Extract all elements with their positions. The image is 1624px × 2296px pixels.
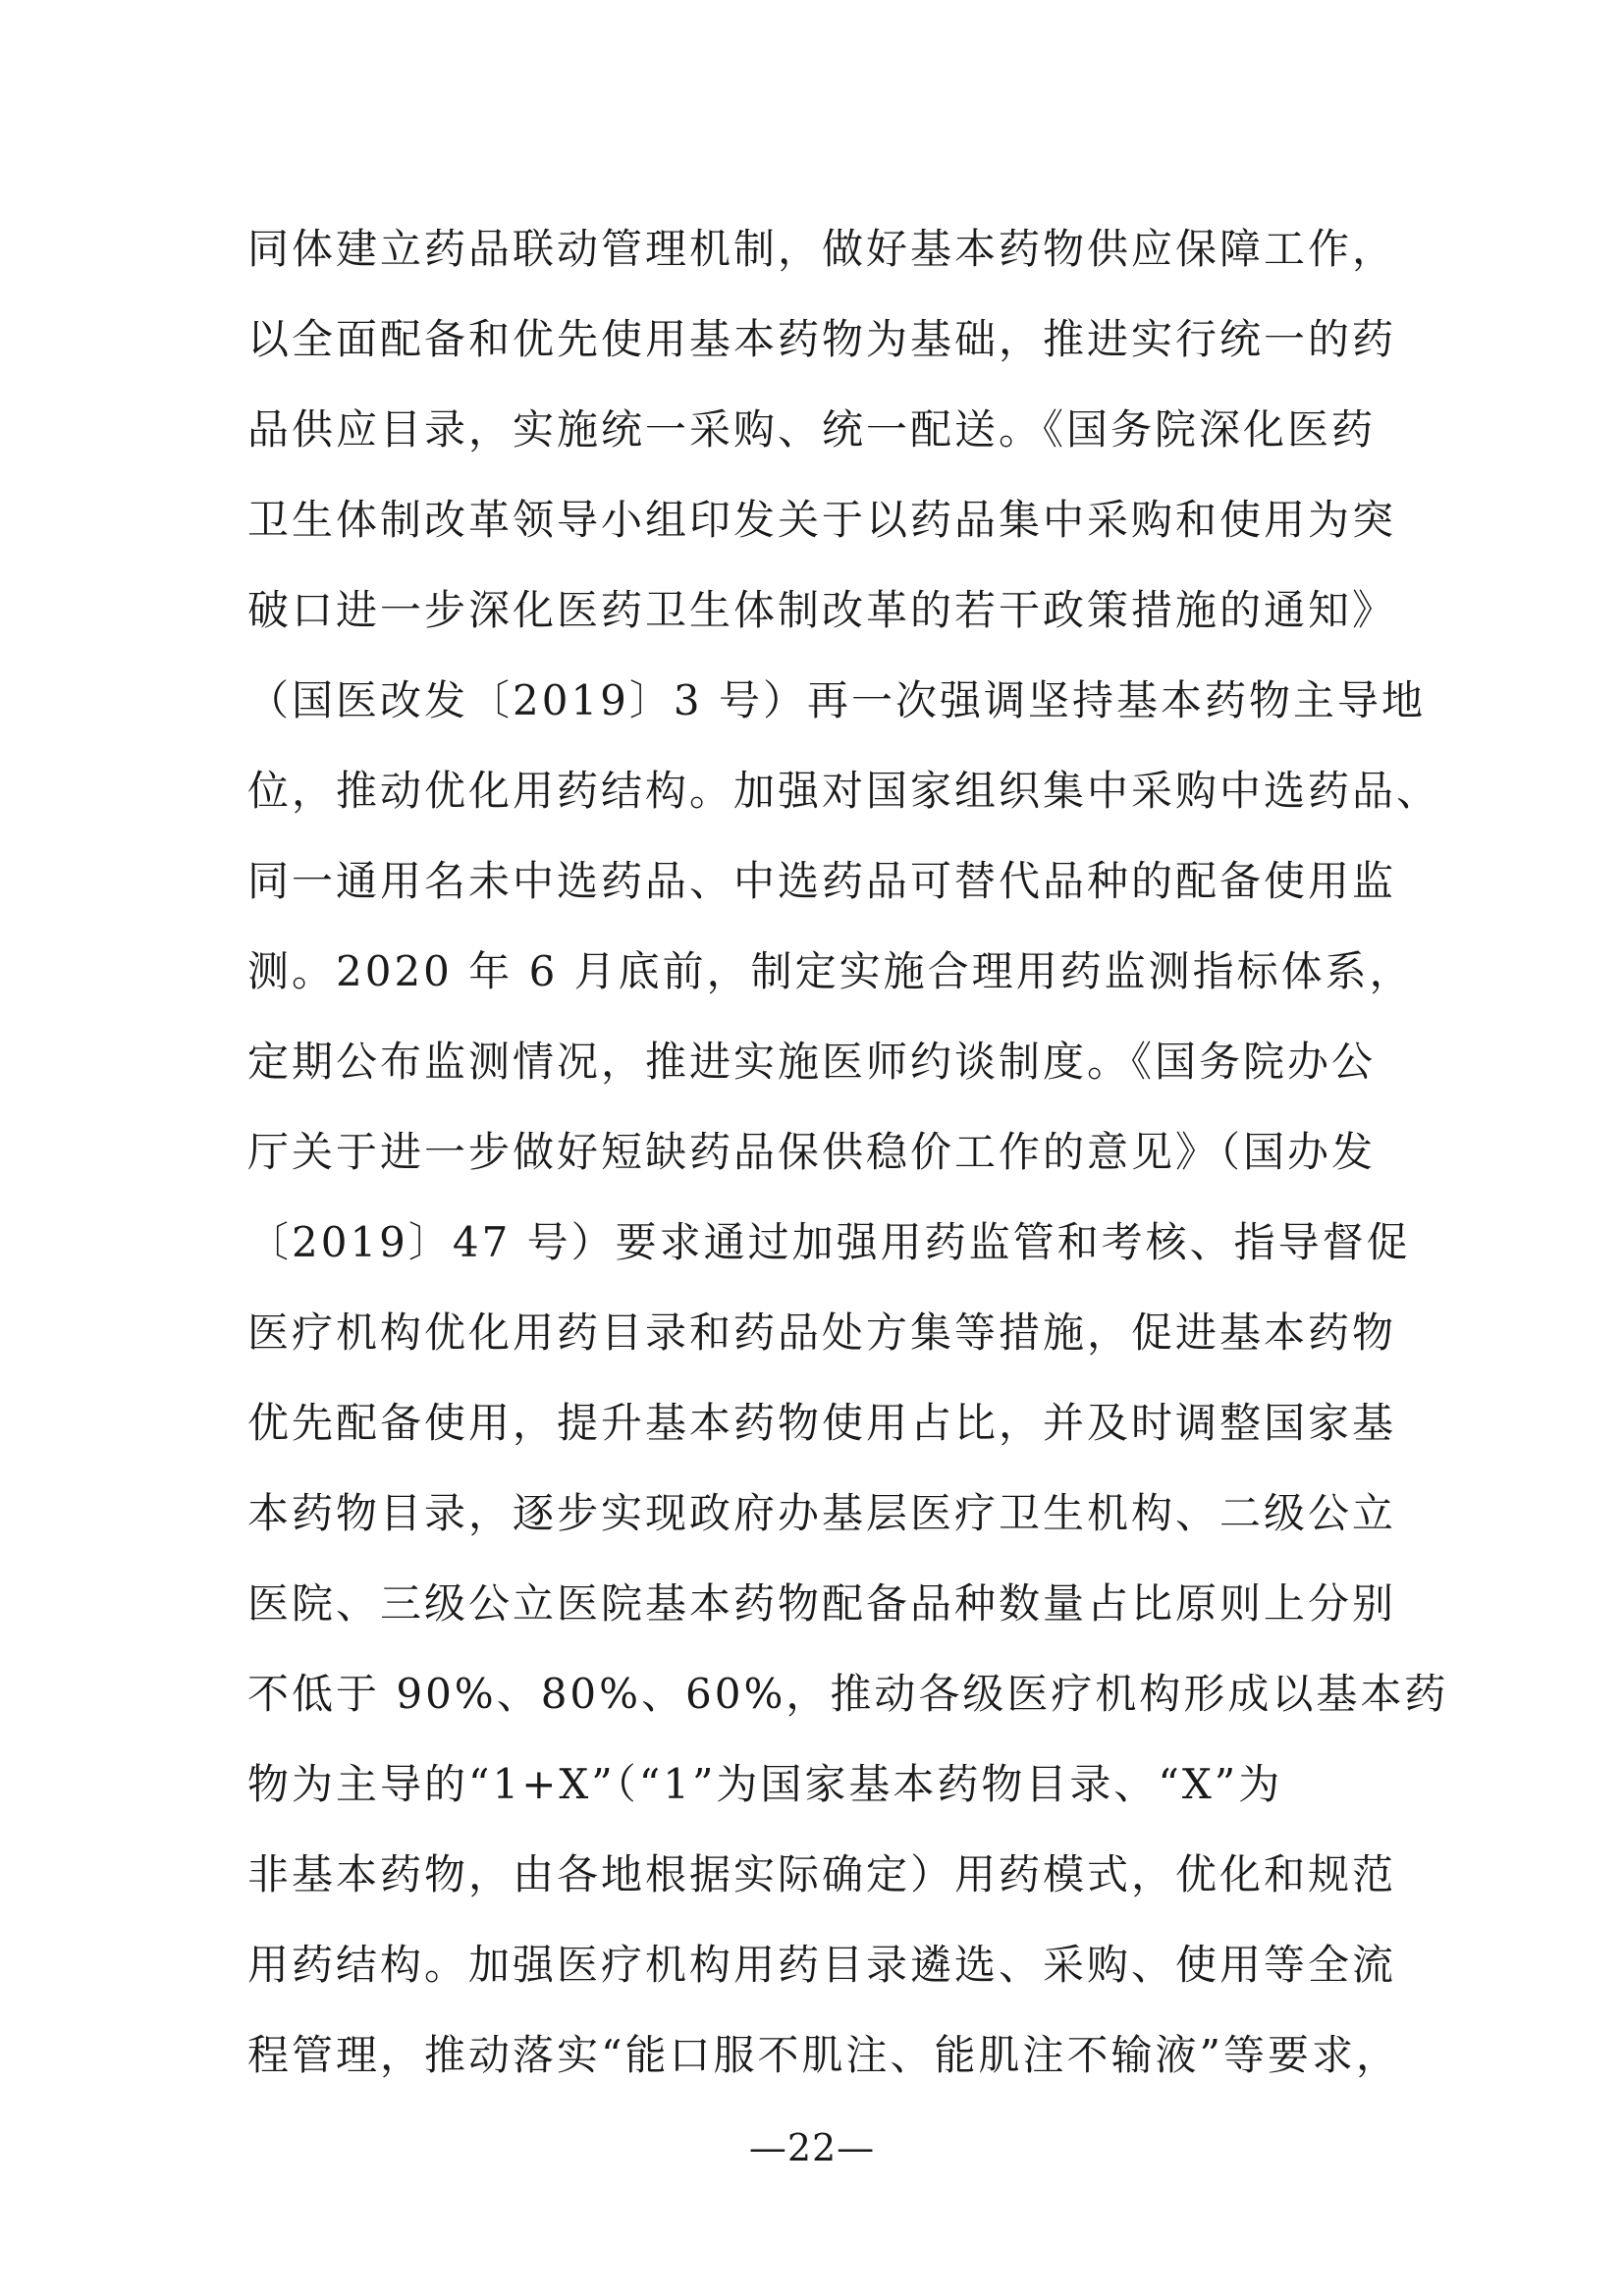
text-line: 位，推动优化用药结构。加强对国家组织集中采购中选药品、: [247, 767, 1441, 815]
text-line: 本药物目录，逐步实现政府办基层医疗卫生机构、二级公立: [247, 1489, 1397, 1537]
text-line: 卫生体制改革领导小组印发关于以药品集中采购和使用为突: [247, 496, 1397, 544]
body-text: [247, 204, 1449, 2101]
text-line: 破口进一步深化医药卫生体制改革的若干政策措施的通知》: [247, 586, 1397, 634]
text-line: 不低于 90%、80%、60%，推动各级医疗机构形成以基本药: [247, 1670, 1449, 1718]
text-line: 用药结构。加强医疗机构用药目录遴选、采购、使用等全流: [247, 1941, 1397, 1989]
text-line: 品供应目录，实施统一采购、统一配送。《国务院深化医药: [247, 405, 1377, 454]
text-line: 同一通用名未中选药品、中选药品可替代品种的配备使用监: [247, 857, 1397, 905]
text-line: 以全面配备和优先使用基本药物为基础，推进实行统一的药: [247, 315, 1397, 363]
text-line: 定期公布监测情况，推进实施医师约谈制度。《国务院办公: [247, 1038, 1377, 1086]
text-line: 厅关于进一步做好短缺药品保供稳价工作的意见》（国办发: [247, 1128, 1377, 1176]
text-line: （国医改发〔2019〕3 号）再一次强调坚持基本药物主导地: [247, 676, 1426, 724]
text-line: 测。2020 年 6 月底前，制定实施合理用药监测指标体系，: [247, 947, 1414, 995]
text-line: 优先配备使用，提升基本药物使用占比，并及时调整国家基: [247, 1399, 1397, 1447]
text-line: 同体建立药品联动管理机制，做好基本药物供应保障工作，: [247, 225, 1397, 273]
text-line: 医院、三级公立医院基本药物配备品种数量占比原则上分别: [247, 1579, 1397, 1628]
page-number: —22—: [748, 2126, 876, 2169]
text-line: 物为主导的“1+X”（“1”为国家基本药物目录、“X”为: [247, 1760, 1283, 1808]
text-line: 程管理，推动落实“能口服不肌注、能肌注不输液”等要求，: [247, 2031, 1400, 2079]
text-line: 医疗机构优化用药目录和药品处方集等措施，促进基本药物: [247, 1308, 1397, 1357]
text-line: 〔2019〕47 号）要求通过加强用药监管和考核、指导督促: [247, 1218, 1411, 1266]
text-line: 非基本药物，由各地根据实际确定）用药模式，优化和规范: [247, 1850, 1397, 1898]
